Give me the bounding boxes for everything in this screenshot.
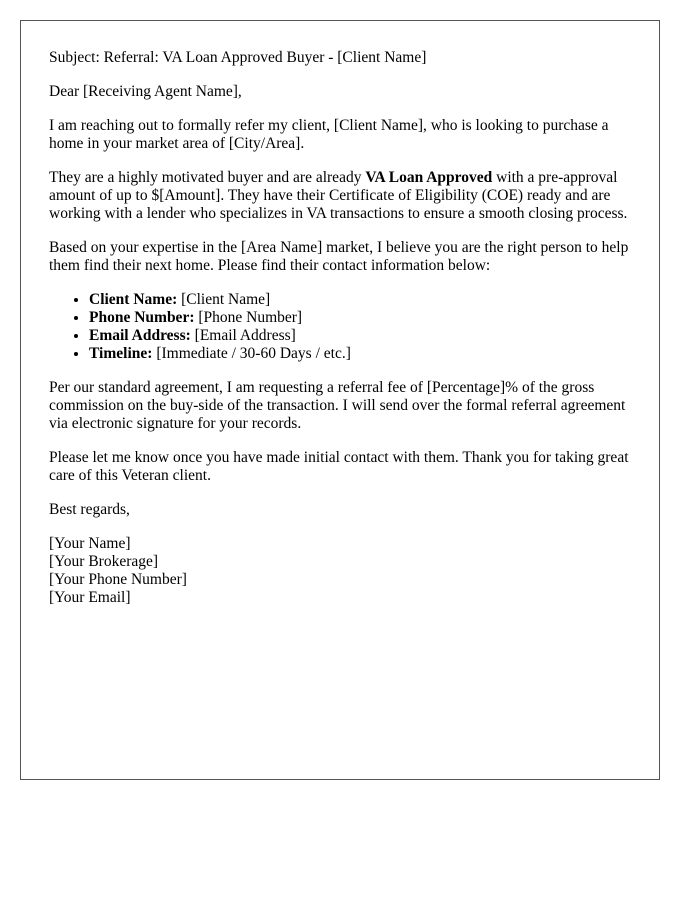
list-item [89, 327, 633, 345]
signature-block [49, 535, 633, 607]
signature-phone: [Your Phone Number] [49, 571, 187, 588]
letter-page [20, 20, 660, 780]
contact-label: Client Name: [89, 291, 178, 308]
buyer-text-post: with a pre-approval amount of up to $[Amount]. They have their Certificate of Eligibility (COE) ready and are working with a lender who specializes in VA transactions to ensure a smooth closing process. [49, 169, 628, 222]
signature-name: [Your Name] [49, 535, 131, 552]
letter-greeting: Dear [Receiving Agent Name], [49, 83, 242, 100]
letter-fee: Per our standard agreement, I am requesting a referral fee of [Percentage]% of the gross commission on the buy-side of the transaction. I will send over the formal referral agreement via electronic signature for your records. [49, 379, 626, 432]
contact-value: [Client Name] [177, 291, 271, 308]
contact-label: Email Address: [89, 327, 191, 344]
contact-label: Timeline: [89, 345, 153, 362]
letter-sign-off: Best regards, [49, 501, 130, 518]
contact-value: [Email Address] [190, 327, 296, 344]
letter-intro: I am reaching out to formally refer my client, [Client Name], who is looking to purchase a home in your market area of [City/Area]. [49, 117, 609, 152]
list-item [89, 309, 633, 327]
letter-buyer-paragraph [49, 169, 633, 223]
letter-closing-note: Please let me know once you have made initial contact with them. Thank you for taking great care of this Veteran client. [49, 449, 629, 484]
list-item [89, 291, 633, 309]
list-item [89, 345, 633, 363]
signature-brokerage: [Your Brokerage] [49, 553, 159, 570]
contact-value: [Immediate / 30-60 Days / etc.] [152, 345, 351, 362]
letter-expertise: Based on your expertise in the [Area Name] market, I believe you are the right person to help them find their next home. Please find their contact information below: [49, 239, 629, 274]
buyer-text-pre: They are a highly motivated buyer and are already [49, 169, 366, 186]
letter-subject: Subject: Referral: VA Loan Approved Buyer - [Client Name] [49, 49, 427, 66]
contact-value: [Phone Number] [194, 309, 303, 326]
contact-info-list [49, 291, 633, 363]
contact-label: Phone Number: [89, 309, 195, 326]
va-loan-approved-bold: VA Loan Approved [365, 169, 493, 186]
signature-email: [Your Email] [49, 589, 131, 606]
